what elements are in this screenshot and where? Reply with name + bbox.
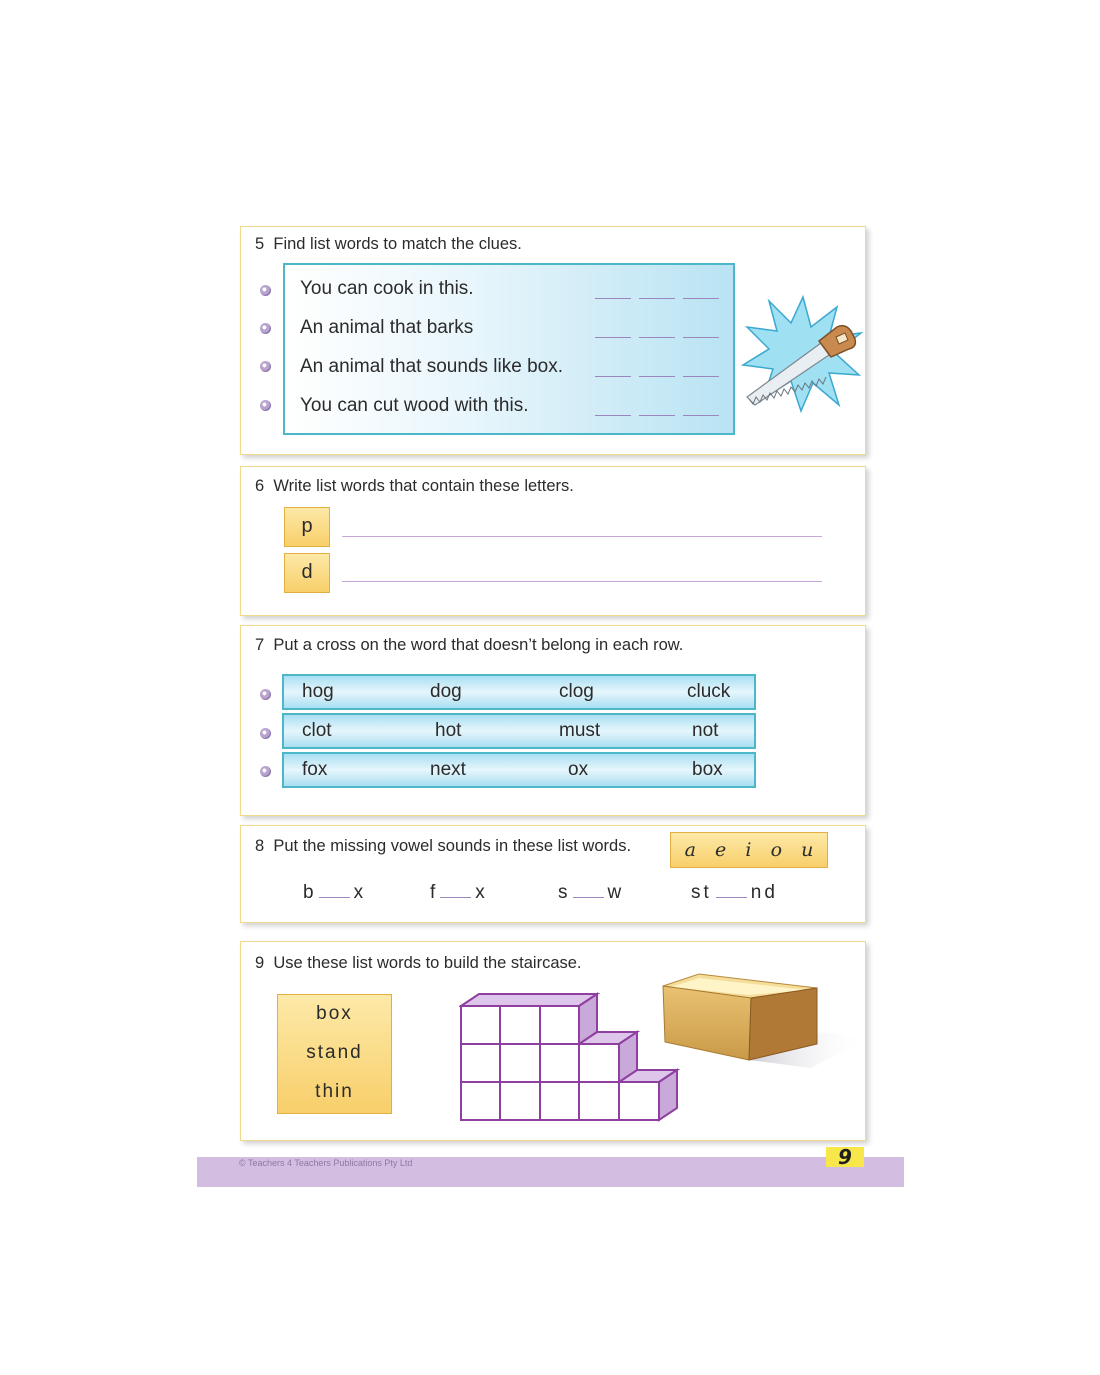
word-option[interactable]: clot bbox=[302, 720, 332, 741]
word-option[interactable]: dog bbox=[430, 681, 462, 702]
word-option[interactable]: hog bbox=[302, 681, 334, 702]
missing-vowel-word-2 bbox=[430, 882, 486, 904]
question-9-title bbox=[255, 954, 582, 973]
word-row-3 bbox=[282, 752, 756, 788]
answer-blanks-1[interactable] bbox=[595, 297, 719, 299]
word-row-1 bbox=[282, 674, 756, 710]
vowel: a bbox=[684, 839, 696, 861]
vowel: o bbox=[770, 839, 783, 861]
word-bank-word: box bbox=[316, 1003, 353, 1024]
vowel-blank[interactable] bbox=[716, 896, 747, 898]
question-6-title bbox=[255, 477, 574, 496]
bullet-icon bbox=[260, 728, 271, 739]
question-9-number: 9 bbox=[255, 954, 265, 972]
box-icon bbox=[661, 972, 867, 1072]
question-9-panel bbox=[240, 941, 866, 1141]
vowel: i bbox=[745, 839, 752, 861]
question-8-panel bbox=[240, 825, 866, 923]
question-8-text: Put the missing vowel sounds in these list words. bbox=[273, 837, 632, 855]
vowel-blank[interactable] bbox=[319, 896, 350, 898]
word-start: s bbox=[558, 882, 569, 903]
answer-blanks-4[interactable] bbox=[595, 414, 719, 416]
answer-blanks-3[interactable] bbox=[595, 375, 719, 377]
word-end: x bbox=[353, 882, 365, 903]
vowel: u bbox=[801, 839, 814, 861]
copyright-text: © Teachers 4 Teachers Publications Pty Ltd bbox=[239, 1158, 413, 1168]
bullet-icon bbox=[260, 361, 271, 372]
question-7-text: Put a cross on the word that doesn’t belong in each row. bbox=[273, 636, 684, 654]
bullet-icon bbox=[260, 400, 271, 411]
question-5-panel bbox=[240, 226, 866, 455]
clue-2: An animal that barks bbox=[300, 317, 474, 338]
word-end: w bbox=[607, 882, 623, 903]
word-option[interactable]: hot bbox=[435, 720, 462, 741]
word-option[interactable]: not bbox=[692, 720, 719, 741]
clue-4: You can cut wood with this. bbox=[300, 395, 529, 416]
writing-line-d[interactable] bbox=[342, 581, 822, 582]
word-bank bbox=[277, 994, 392, 1114]
vowel-blank[interactable] bbox=[573, 896, 604, 898]
word-start: st bbox=[691, 882, 712, 903]
vowel-blank[interactable] bbox=[440, 896, 471, 898]
word-row-2 bbox=[282, 713, 756, 749]
letter-box-d: d bbox=[284, 553, 330, 593]
question-6-number: 6 bbox=[255, 477, 265, 495]
answer-blanks-2[interactable] bbox=[595, 336, 719, 338]
footer-bar bbox=[197, 1157, 904, 1187]
word-end: x bbox=[475, 882, 486, 903]
question-8-title bbox=[255, 837, 631, 856]
question-8-number: 8 bbox=[255, 837, 265, 855]
missing-vowel-word-1 bbox=[303, 882, 364, 904]
question-6-panel bbox=[240, 466, 866, 616]
bullet-icon bbox=[260, 323, 271, 334]
word-option[interactable]: must bbox=[559, 720, 601, 741]
clue-3: An animal that sounds like box. bbox=[300, 356, 563, 377]
saw-icon bbox=[741, 293, 865, 413]
clue-1: You can cook in this. bbox=[300, 278, 474, 299]
bullet-icon bbox=[260, 766, 271, 777]
page-number: 9 bbox=[826, 1147, 864, 1167]
word-bank-word: thin bbox=[315, 1081, 354, 1102]
word-start: f bbox=[430, 882, 437, 903]
bullet-icon bbox=[260, 285, 271, 296]
word-option[interactable]: box bbox=[692, 759, 723, 780]
question-7-title bbox=[255, 636, 683, 655]
word-option[interactable]: ox bbox=[568, 759, 589, 780]
staircase-grid[interactable] bbox=[459, 992, 681, 1122]
missing-vowel-word-4 bbox=[691, 882, 778, 904]
word-option[interactable]: cluck bbox=[687, 681, 731, 702]
question-9-text: Use these list words to build the staircase. bbox=[273, 954, 582, 972]
missing-vowel-word-3 bbox=[558, 882, 622, 904]
word-end: nd bbox=[750, 882, 778, 903]
word-start: b bbox=[303, 882, 315, 903]
question-5-text: Find list words to match the clues. bbox=[273, 235, 522, 253]
clue-box bbox=[283, 263, 735, 435]
bullet-icon bbox=[260, 689, 271, 700]
question-7-number: 7 bbox=[255, 636, 265, 654]
letter-box-p: p bbox=[284, 507, 330, 547]
vowel: e bbox=[715, 839, 727, 861]
word-option[interactable]: fox bbox=[302, 759, 328, 780]
question-6-text: Write list words that contain these letters. bbox=[273, 477, 574, 495]
question-7-panel bbox=[240, 625, 866, 816]
writing-line-p[interactable] bbox=[342, 536, 822, 537]
vowel-box bbox=[670, 832, 828, 868]
word-option[interactable]: clog bbox=[559, 681, 594, 702]
question-5-title bbox=[255, 235, 522, 254]
question-5-number: 5 bbox=[255, 235, 265, 253]
word-bank-word: stand bbox=[306, 1042, 363, 1063]
word-option[interactable]: next bbox=[430, 759, 466, 780]
